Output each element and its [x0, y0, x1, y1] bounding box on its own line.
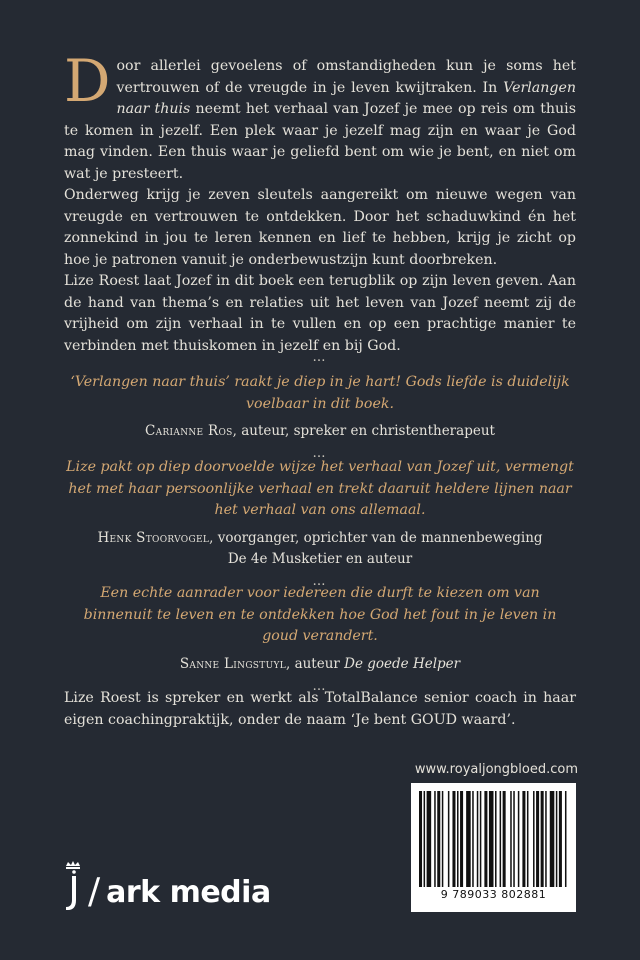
barcode-bar [503, 791, 506, 887]
barcode-bar [513, 791, 515, 887]
endorsement-attribution [64, 654, 576, 675]
publisher-logo [62, 858, 271, 918]
barcode-bar [518, 791, 520, 887]
barcode-bar [480, 791, 482, 887]
barcode-bar [489, 791, 494, 887]
barcode-bar [434, 791, 436, 887]
intro-paragraph-2: Onderweg krijg je zeven sleutels aangereikt om nieuwe wegen van vreugde en vertrouwen te ontdekken. Door het schaduwkind én het zonnekind in jou te leren kennen en lief te hebben, krijg je zicht op hoe je patronen vanuit je onderbewustzijn kunt doorbreken. [64, 187, 576, 268]
barcode-bar [556, 791, 558, 887]
endorsement-quote: Lize pakt op diep doorvoelde wijze het verhaal van Jozef uit, vermengt het met haar persoonlijke verhaal en trekt daaruit heldere lijnen naar het verhaal van ons allemaal. [66, 459, 574, 518]
logo-wordmark: ark media [106, 874, 271, 910]
separator: … [312, 678, 328, 694]
barcode-bar [550, 791, 555, 887]
barcode-bar [457, 791, 459, 887]
barcode-bar [477, 791, 479, 887]
ean-number: 9 789033 802881 [440, 888, 547, 901]
barcode-bar [424, 791, 426, 887]
endorser-role-2: De 4e Musketier en auteur [227, 550, 413, 567]
barcode-bar [536, 791, 539, 887]
endorsement-attribution [64, 528, 576, 570]
endorser-role: , auteur, spreker en christentherapeut [232, 423, 495, 439]
logo-slash: / [88, 870, 101, 912]
barcode-bar [466, 791, 471, 887]
endorser-book-title: De goede Helper [344, 655, 461, 672]
intro-text [64, 47, 577, 357]
intro-p1-b: neemt het verhaal van Jozef je mee op reis om thuis te komen in jezelf. Een plek waar je jezelf mag zijn en waar je God mag vinden. Een thuis waar je geliefd bent om wie je bent, en niet om wat je presteert. [64, 101, 577, 182]
barcode-bar [545, 791, 547, 887]
barcode-bar [419, 791, 422, 887]
barcode-bar [472, 791, 474, 887]
endorsement-3 [64, 583, 576, 697]
publisher-website: www.royaljongbloed.com [414, 762, 578, 777]
barcode-bar [427, 791, 432, 887]
barcode-bar [541, 791, 544, 887]
barcode-bar [500, 791, 502, 887]
endorser-name: Henk Stoorvogel [97, 529, 210, 546]
intro-paragraph-3: Lize Roest laat Jozef in dit boek een terugblik op zijn leven geven. Aan de hand van thema’s en relaties uit het leven van Jozef neemt zij de vrijheid om zijn verhaal in te vullen en op een prachtige manier te verbinden met thuiskomen in jezelf en bij God. [64, 273, 576, 354]
barcode-bar [565, 791, 567, 887]
endorsement-attribution [64, 421, 576, 442]
isbn-barcode [411, 783, 576, 912]
barcode-bar [442, 791, 444, 887]
intro-p1-a: oor allerlei gevoelens of omstandigheden kun je soms het vertrouwen of de vreugde in je leven kwijtraken. In [116, 58, 576, 96]
separator: … [312, 350, 328, 365]
drop-cap: D [64, 47, 111, 115]
separator-1-wrap [64, 348, 576, 368]
barcode-bar [533, 791, 535, 887]
barcode-bar [484, 791, 487, 887]
book-title-inline: Verlangen naar thuis [116, 79, 576, 117]
endorser-name: Carianne Ros [145, 423, 233, 439]
author-bio: Lize Roest is spreker en werkt als TotalBalance senior coach in haar eigen coachingpraktijk, onder de naam ‘Je bent GOUD waard’. [64, 690, 576, 728]
endorsement-2 [64, 457, 576, 592]
endorsement-quote: ‘Verlangen naar thuis’ raakt je diep in je hart! Gods liefde is duidelijk voelbaar in dit boek. [70, 374, 570, 412]
barcode-bar [495, 791, 497, 887]
barcode-bar [522, 791, 525, 887]
separator: … [312, 446, 328, 461]
barcode-bar [510, 791, 512, 887]
intro-paragraph-1 [64, 47, 577, 185]
endorser-role: , auteur [285, 655, 345, 672]
endorsement-1 [64, 372, 576, 464]
barcode-bar [452, 791, 455, 887]
endorsement-quote: Een echte aanrader voor iedereen die durft te kiezen om van binnenuit te leven en te ontdekken hoe God het fout in je leven in goud verandert. [83, 585, 557, 644]
barcode-bar [437, 791, 440, 887]
endorser-role: , voorganger, oprichter van de mannenbeweging [209, 529, 543, 546]
separator: … [312, 573, 328, 589]
barcode-bars [419, 791, 568, 887]
barcode-bar [448, 791, 450, 887]
endorser-name: Sanne Lingstuyl [179, 655, 286, 672]
barcode-bar [460, 791, 463, 887]
crown-j-icon [62, 860, 84, 916]
barcode-bar [559, 791, 562, 887]
barcode-bar [527, 791, 529, 887]
